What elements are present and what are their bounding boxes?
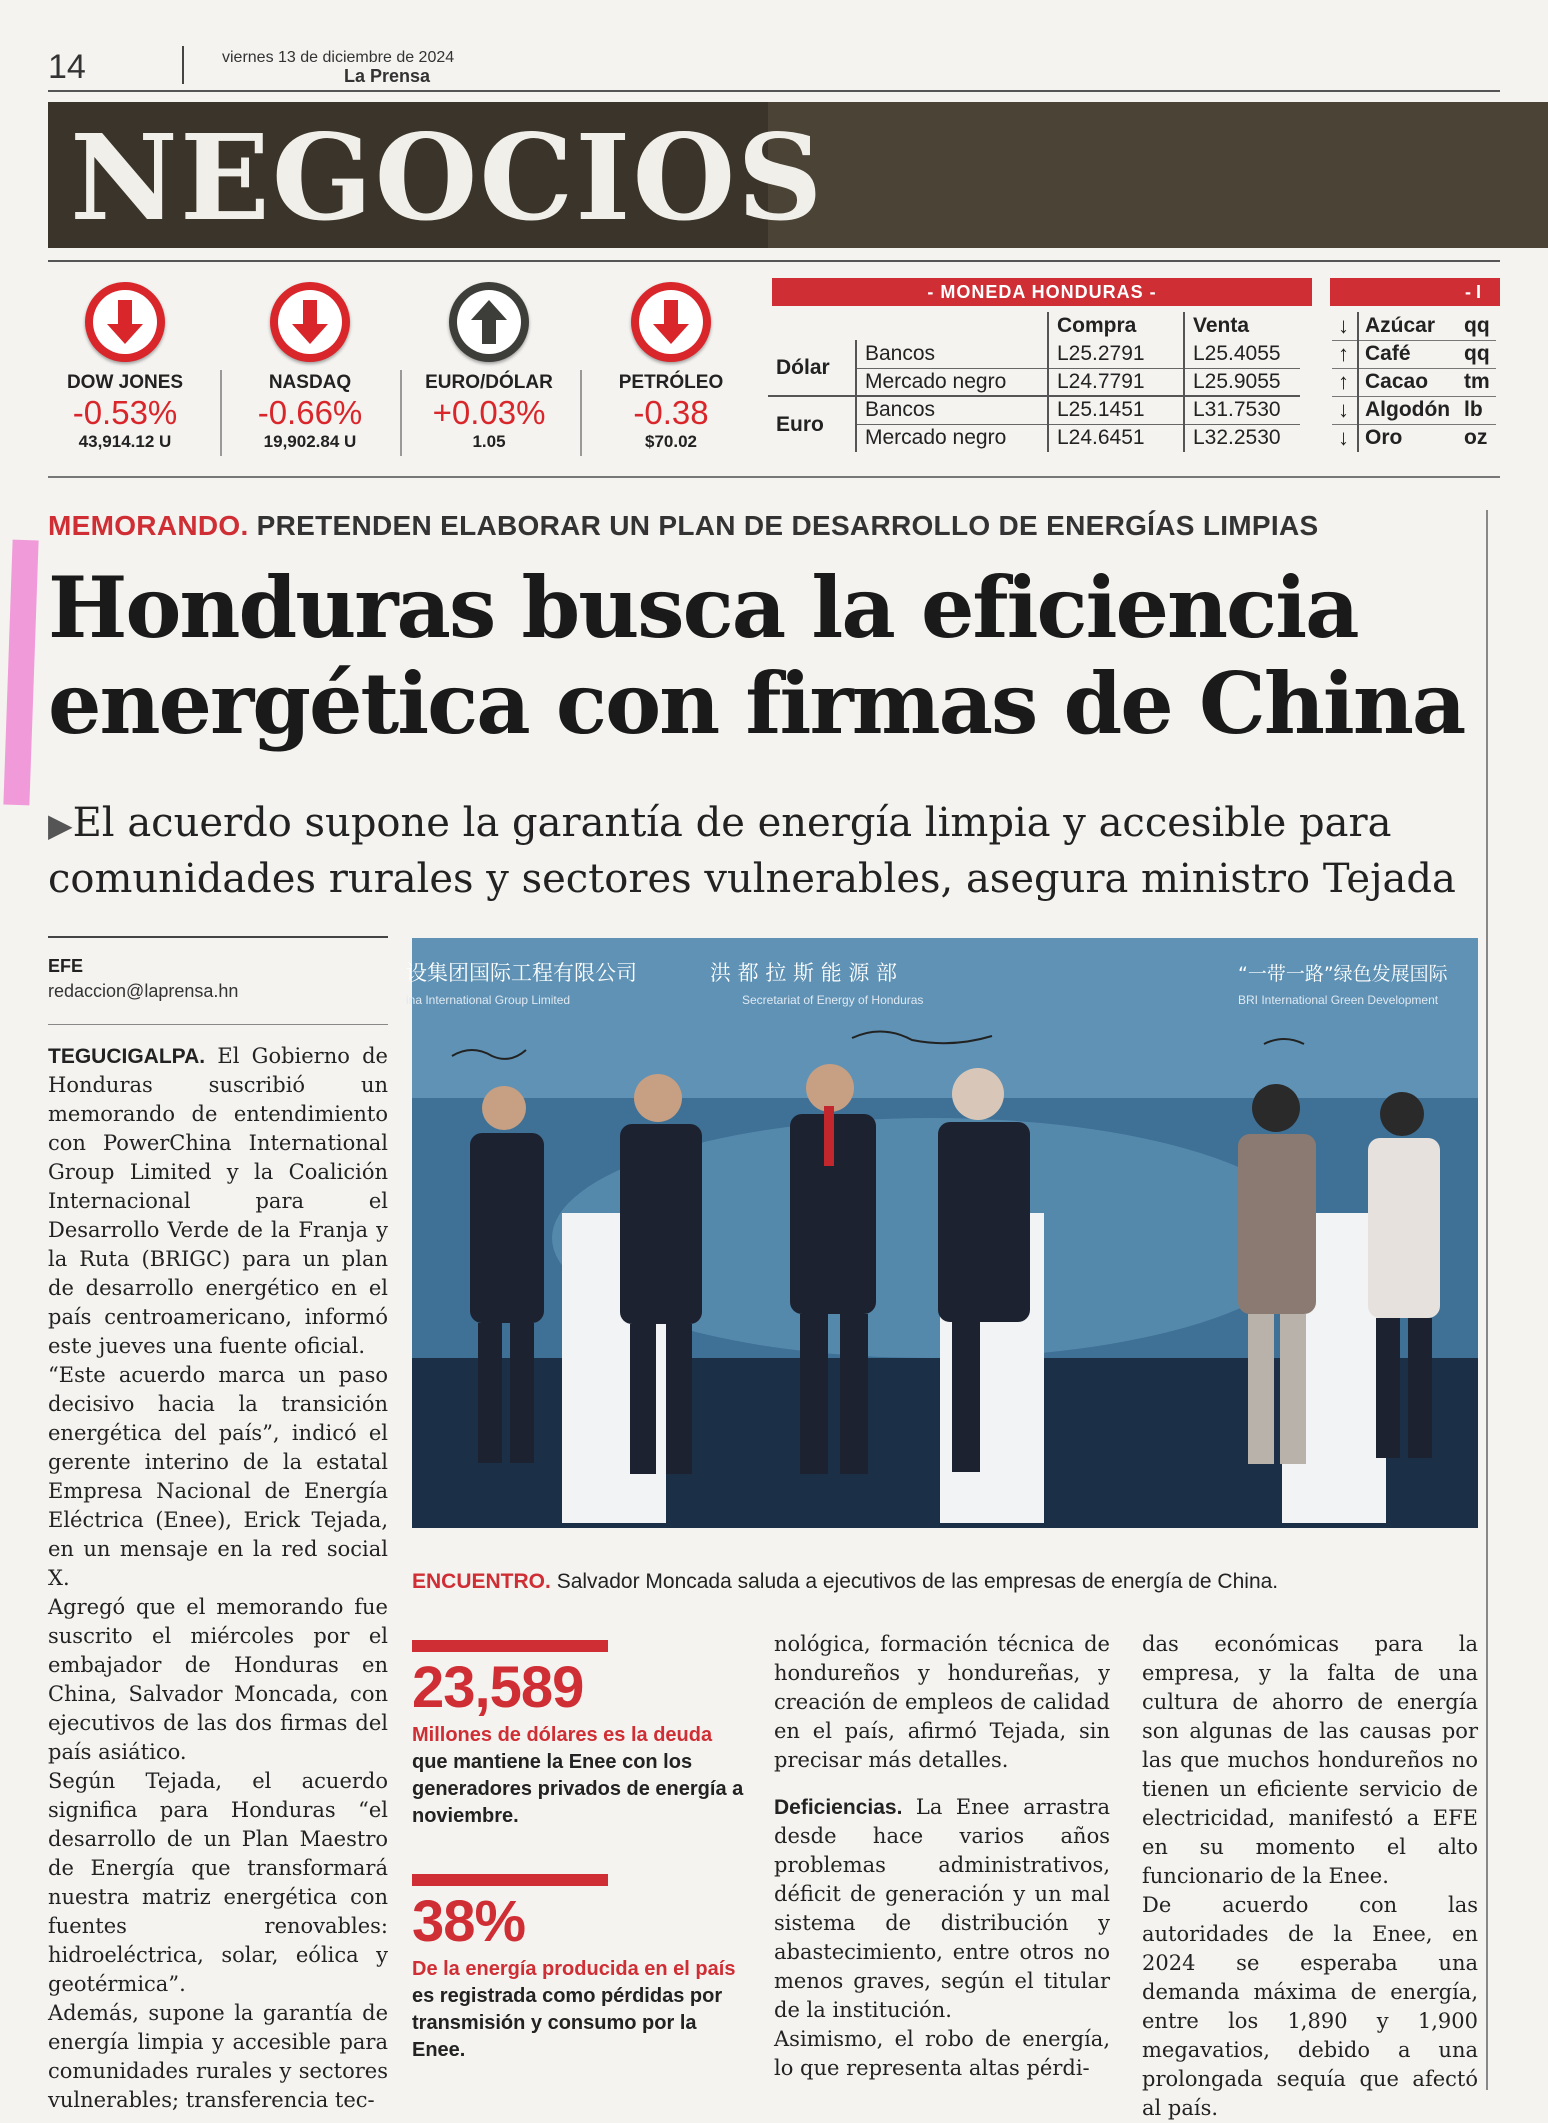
page-number: 14 (48, 48, 86, 86)
row-label: Mercado negro (856, 368, 1048, 396)
rate-value: L25.2791 (1048, 340, 1184, 368)
stat-rule (412, 1874, 608, 1886)
commodity-name: Algodón (1358, 396, 1458, 424)
commodity-unit: qq (1464, 313, 1490, 337)
banner-rule (48, 260, 1500, 262)
stat-text: que mantiene la Enee con los generadores privados de energía a noviembre. (412, 1751, 744, 1827)
trend-arrow-icon: ↓ (1338, 312, 1349, 338)
byline (48, 936, 388, 1025)
market-change: -0.38 (633, 394, 709, 431)
market-change: -0.53% (72, 394, 178, 431)
market-petroleo (586, 282, 756, 452)
commodity-unit: qq (1458, 340, 1496, 368)
commodities-header: - I (1330, 278, 1500, 306)
market-value: $70.02 (645, 432, 697, 451)
article-column-1 (48, 1042, 388, 2115)
col-sell: Venta (1184, 312, 1300, 340)
sign-left-en: ina International Group Limited (406, 993, 571, 1007)
stat-rule (412, 1640, 608, 1652)
rate-value: L25.1451 (1048, 396, 1184, 424)
rate-value: L25.9055 (1184, 368, 1300, 396)
photo-caption (412, 1570, 1488, 1594)
market-euro-dolar (404, 282, 574, 452)
rate-value: L31.7530 (1184, 396, 1300, 424)
subheading: Deficiencias. (774, 1796, 903, 1819)
photo-illustration (406, 938, 1478, 1528)
market-change: -0.66% (257, 394, 363, 431)
commodity-name: Cacao (1358, 368, 1458, 396)
stat-description (412, 1956, 748, 2064)
highlighter-mark (3, 540, 38, 806)
rate-value: L32.2530 (1184, 424, 1300, 452)
col-buy: Compra (1048, 312, 1184, 340)
commodity-name: Café (1358, 340, 1458, 368)
euro-label: Euro (768, 396, 856, 452)
paragraph: das económicas para la empresa, y la falta de una cultura de ahorro de energía son algunas de las causas por las que muchos hondureños no tienen un eficiente servicio de electricidad, manifestó a EFE en su momento el alto funcionario de la Enee. (1142, 1632, 1478, 1888)
kicker (48, 510, 1319, 542)
sign-right-cn: “一带一路”绿色发展国际 (1238, 963, 1448, 985)
commodities-table (1332, 312, 1496, 452)
commodity-name: Oro (1358, 424, 1458, 452)
rate-value: L25.4055 (1184, 340, 1300, 368)
paragraph: De acuerdo con las autoridades de la Enee, en 2024 se esperaba una demanda máxima de energía, entre los 1,890 y 1,900 megavatios, debido a una prolongada sequía que afectó al país. (1142, 1893, 1478, 2120)
market-nasdaq (225, 282, 395, 452)
paragraph: Según Tejada, el acuerdo significa para Honduras “el desarrollo de un Plan Maestro de Energía que transformará nuestra matriz energética con fuentes renovables: hidroeléctrica, solar, eólica y geotérmica”. (48, 1769, 388, 1996)
row-label: Bancos (856, 340, 1048, 368)
down-arrow-icon (85, 282, 165, 362)
market-value: 1.05 (472, 432, 506, 451)
publication-name: La Prensa (344, 66, 431, 86)
stat-number: 38% (412, 1889, 526, 1954)
market-value: 43,914.12 U (78, 432, 172, 451)
section-banner (48, 102, 1500, 248)
commodity-unit: tm (1458, 368, 1496, 396)
sign-left-cn: 设集团国际工程有限公司 (406, 961, 637, 985)
section-title: NEGOCIOS (70, 108, 825, 247)
paragraph: “Este acuerdo marca un paso decisivo hacia la transición energética del país”, indicó el gerente interino de la estatal Empresa Nacional de Energía Eléctrica (Enee), Erick Tejada, en un mensaje en la red social X. (48, 1363, 388, 1590)
market-name: DOW JONES (66, 372, 184, 393)
trend-arrow-icon: ↓ (1332, 396, 1358, 424)
commodity-unit: lb (1458, 396, 1496, 424)
paragraph: El Gobierno de Honduras suscribió un memorando de entendimiento con PowerChina International Group Limited y la Coalición Internacional para el Desarrollo Verde de la Franja y la Ruta (BRIGC) para un plan de desarrollo energético en el país centroamericano, informó este jueves una fuente oficial. (48, 1044, 388, 1358)
headline: Honduras busca la eficiencia energética con firmas de China (48, 558, 1465, 753)
article-photo (406, 938, 1478, 1528)
dolar-label: Dólar (776, 355, 830, 379)
stat-text: es registrada como pérdidas por transmisión y consumo por la Enee. (412, 1985, 723, 2061)
rate-value: L24.7791 (1048, 368, 1184, 396)
article-column-3 (774, 1630, 1110, 2083)
paragraph: Además, supone la garantía de energía limpia y accesible para comunidades rurales y sectores vulnerables; transferencia tec- (48, 2001, 388, 2112)
top-rule (48, 90, 1500, 92)
paragraph: nológica, formación técnica de hondureños y hondureñas, y creación de empleos de calidad en el país, afirmó Tejada, sin precisar más detalles. (774, 1632, 1110, 1772)
market-name: NASDAQ (268, 372, 352, 393)
commodity-unit: oz (1458, 424, 1496, 452)
row-label: Bancos (856, 396, 1048, 424)
up-arrow-icon (449, 282, 529, 362)
rate-value: L24.6451 (1048, 424, 1184, 452)
stat-number: 23,589 (412, 1655, 584, 1720)
stat-highlight: Millones de dólares es la deuda (412, 1724, 713, 1746)
deck (48, 796, 1488, 906)
issue-date: viernes 13 de diciembre de 2024 (222, 49, 455, 66)
dateline-place: TEGUCIGALPA. (48, 1045, 206, 1068)
caption-text: Salvador Moncada saluda a ejecutivos de las empresas de energía de China. (556, 1570, 1279, 1593)
markets-rule (48, 476, 1500, 478)
header-divider (182, 46, 184, 84)
paragraph: La Enee arrastra desde hace varios años problemas administrativos, déficit de generación y un mal sistema de distribución y abastecimiento, entre otros no menos graves, según el titular de la institución. (774, 1795, 1110, 2022)
deck-text: El acuerdo supone la garantía de energía limpia y accesible para comunidades rurales y sectores vulnerables, asegura ministro Tejada (48, 800, 1456, 902)
sign-right-en: BRI International Green Development (1238, 993, 1439, 1007)
sign-center-en: Secretariat of Energy of Honduras (742, 993, 924, 1007)
byline-agency: EFE (48, 956, 84, 976)
stat-highlight: De la energía producida en el país (412, 1958, 736, 1980)
market-name: PETRÓLEO (618, 372, 724, 393)
triangle-bullet-icon: ▶ (48, 806, 73, 844)
currency-table (768, 312, 1300, 452)
row-label: Mercado negro (856, 424, 1048, 452)
trend-arrow-icon: ↓ (1332, 424, 1358, 452)
market-change: +0.03% (432, 394, 546, 431)
dateline (222, 48, 454, 86)
caption-label: ENCUENTRO. (412, 1570, 551, 1593)
kicker-label: MEMORANDO. (48, 510, 249, 541)
byline-email: redaccion@laprensa.hn (48, 981, 239, 1001)
down-arrow-icon (270, 282, 350, 362)
commodity-name: Azúcar (1358, 312, 1458, 340)
currency-header: - MONEDA HONDURAS - (772, 278, 1312, 306)
down-arrow-icon (631, 282, 711, 362)
stat-description (412, 1722, 748, 1830)
article-column-4 (1142, 1630, 1478, 2123)
kicker-text: PRETENDEN ELABORAR UN PLAN DE DESARROLLO DE ENERGÍAS LIMPIAS (256, 510, 1319, 541)
market-name: EURO/DÓLAR (425, 372, 553, 393)
market-dow-jones (40, 282, 210, 452)
trend-arrow-icon: ↑ (1332, 368, 1358, 396)
sign-center-cn: 洪 都 拉 斯 能 源 部 (710, 961, 898, 985)
market-value: 19,902.84 U (263, 432, 357, 451)
trend-arrow-icon: ↑ (1332, 340, 1358, 368)
paragraph: Asimismo, el robo de energía, lo que representa altas pérdi- (774, 2027, 1110, 2080)
paragraph: Agregó que el memorando fue suscrito el miércoles por el embajador de Honduras en China, Salvador Moncada, con ejecutivos de las dos firmas del país asiático. (48, 1595, 388, 1764)
